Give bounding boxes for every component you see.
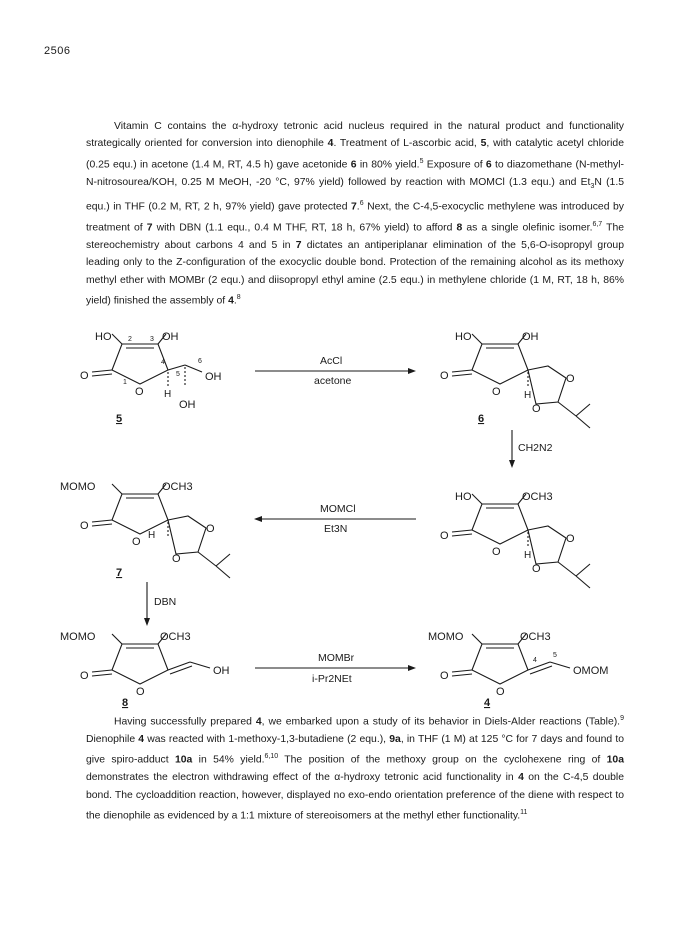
c5-num6: 6: [198, 358, 202, 365]
reagent-momcl: MOMCl: [320, 503, 356, 515]
arrow-mombr: [255, 652, 416, 685]
c4-omom: OMOM: [573, 665, 609, 677]
compound-4-label: 4: [484, 697, 491, 709]
c6-ho: HO: [455, 331, 472, 343]
c4-momo: MOMO: [428, 631, 464, 643]
c6-o-diox2: O: [532, 403, 541, 415]
c6b-och3: OCH3: [522, 491, 553, 503]
c7-h: H: [148, 530, 156, 541]
compound-6-structure: [440, 331, 590, 428]
c4-o-ring: O: [496, 686, 505, 698]
compound-7-structure: [60, 481, 230, 579]
c8-momo: MOMO: [60, 631, 96, 643]
arrow-momcl: [254, 503, 416, 535]
c5-oh-top: OH: [162, 331, 179, 343]
arrow-acetonide: [255, 355, 416, 387]
c7-o-carbonyl: O: [80, 520, 89, 532]
reagent-et3n: Et3N: [324, 523, 348, 535]
reaction-scheme: [0, 320, 680, 710]
page-number: 2506: [44, 45, 71, 57]
c5-h: H: [164, 389, 172, 400]
c5-o-ring: O: [135, 386, 144, 398]
compound-8-label: 8: [122, 697, 129, 709]
compound-8-structure: [60, 631, 230, 709]
c6b-o-diox1: O: [566, 533, 575, 545]
c6-o-diox1: O: [566, 373, 575, 385]
c7-momo: MOMO: [60, 481, 96, 493]
c4-num5: 5: [553, 652, 557, 659]
paragraph-diels-alder: Having successfully prepared 4, we embarked upon a study of its behavior in Diels-Alder reactions (Table).$^9$ Dienophile 4 was reacted with 1-methoxy-1,3-butadiene (2 equ.), 9a, in THF (1 M) at 125 °C for 7 days and found to give spiro-adduct 10a in 54% yield.$^{6,10}$ The position of the methoxy group on the cyclohexene ring of 10a demonstrates the electron withdrawing effect of the α-hydroxy tetronic acid functionality in 4 on the C-4,5 double bond. The cycloaddition reaction, however, displayed no exo-endo orientation preference of the diene with respect to the dienophile as evidenced by a 1:1 mixture of stereoisomers at the methyl ether functionality.$^{11}$: [86, 715, 624, 822]
arrow-diazomethane: [509, 430, 553, 468]
reagent-base: i-Pr2NEt: [312, 673, 352, 685]
compound-7-label: 7: [116, 567, 123, 579]
c7-och3: OCH3: [162, 481, 193, 493]
c5-num2: 2: [128, 336, 132, 343]
c6b-ho: HO: [455, 491, 472, 503]
compound-4-structure: [428, 631, 608, 709]
c6-h: H: [524, 390, 532, 401]
c5-num4: 4: [161, 359, 165, 366]
c5-num1: 1: [123, 379, 127, 386]
compound-6-methyl-structure: [440, 491, 590, 588]
c5-ho: HO: [95, 331, 112, 343]
reagent-acetyl-chloride: AcCl: [320, 355, 343, 367]
c6b-o-ring: O: [492, 546, 501, 558]
c4-o-carbonyl: O: [440, 670, 449, 682]
reagent-mombr: MOMBr: [318, 652, 355, 664]
compound-5-label: 5: [116, 413, 123, 425]
c4-och3: OCH3: [520, 631, 551, 643]
c4-num4: 4: [533, 657, 537, 664]
c8-o-ring: O: [136, 686, 145, 698]
compound-6-label: 6: [478, 413, 485, 425]
compound-5-structure: [80, 331, 222, 425]
c6-o-carbonyl: O: [440, 370, 449, 382]
paragraph-synthesis: Vitamin C contains the α-hydroxy tetronic acid nucleus required in the natural product and functionality strategically oriented for conversion into dienophile 4. Treatment of L-ascorbic acid, 5, with catalytic acetyl chloride (0.25 equ.) in acetone (1.4 M, RT, 4.5 h) gave acetonide 6 in 80% yield.$^5$ Exposure of 6 to diazomethane (N-methyl-N-nitrosourea/KOH, 0.25 M MeOH, -20 °C, 97% yield) followed by reaction with MOMCl (1.3 equ.) and $Et_3N$ (1.5 equ.) in THF (0.2 M, RT, 2 h, 97% yield) gave protected 7.$^6$ Next, the C-4,5-exocyclic methylene was introduced by treatment of 7 with DBN (1.1 equ., 0.4 M THF, RT, 18 h, 67% yield) to afford 8 as a single olefinic isomer.$^{6,7}$ The stereochemistry about carbons 4 and 5 in 7 dictates an antiperiplanar elimination of the 5,6-O-isopropyl group leading only to the Z-configuration of the exocyclic double bond. Protection of the remaining alcohol as its methoxy methyl ether with MOMBr (2 equ.) and diisopropyl ethyl amine (2.5 equ.) in methylene chloride (1 M, RT, 18 h, 86% yield) finished the assembly of 4.$^8$: [86, 121, 625, 307]
c5-o-carbonyl: O: [80, 370, 89, 382]
reagent-acetone: acetone: [314, 375, 352, 387]
reagent-dbn: DBN: [154, 596, 177, 608]
c6b-o-diox2: O: [532, 563, 541, 575]
c6-o-ring: O: [492, 386, 501, 398]
arrow-dbn: [144, 582, 176, 626]
c6b-o-carbonyl: O: [440, 530, 449, 542]
c8-och3: OCH3: [160, 631, 191, 643]
c6-oh: OH: [522, 331, 539, 343]
c5-num3: 3: [150, 336, 154, 343]
c5-num5: 5: [176, 371, 180, 378]
reagent-diazomethane: CH2N2: [518, 442, 553, 454]
c8-oh: OH: [213, 665, 230, 677]
c7-o-diox1: O: [206, 523, 215, 535]
c5-oh-bottom: OH: [179, 399, 196, 411]
c5-oh-chain: OH: [205, 371, 222, 383]
c7-o-ring: O: [132, 536, 141, 548]
c8-o-carbonyl: O: [80, 670, 89, 682]
c6b-h: H: [524, 550, 532, 561]
c7-o-diox2: O: [172, 553, 181, 565]
